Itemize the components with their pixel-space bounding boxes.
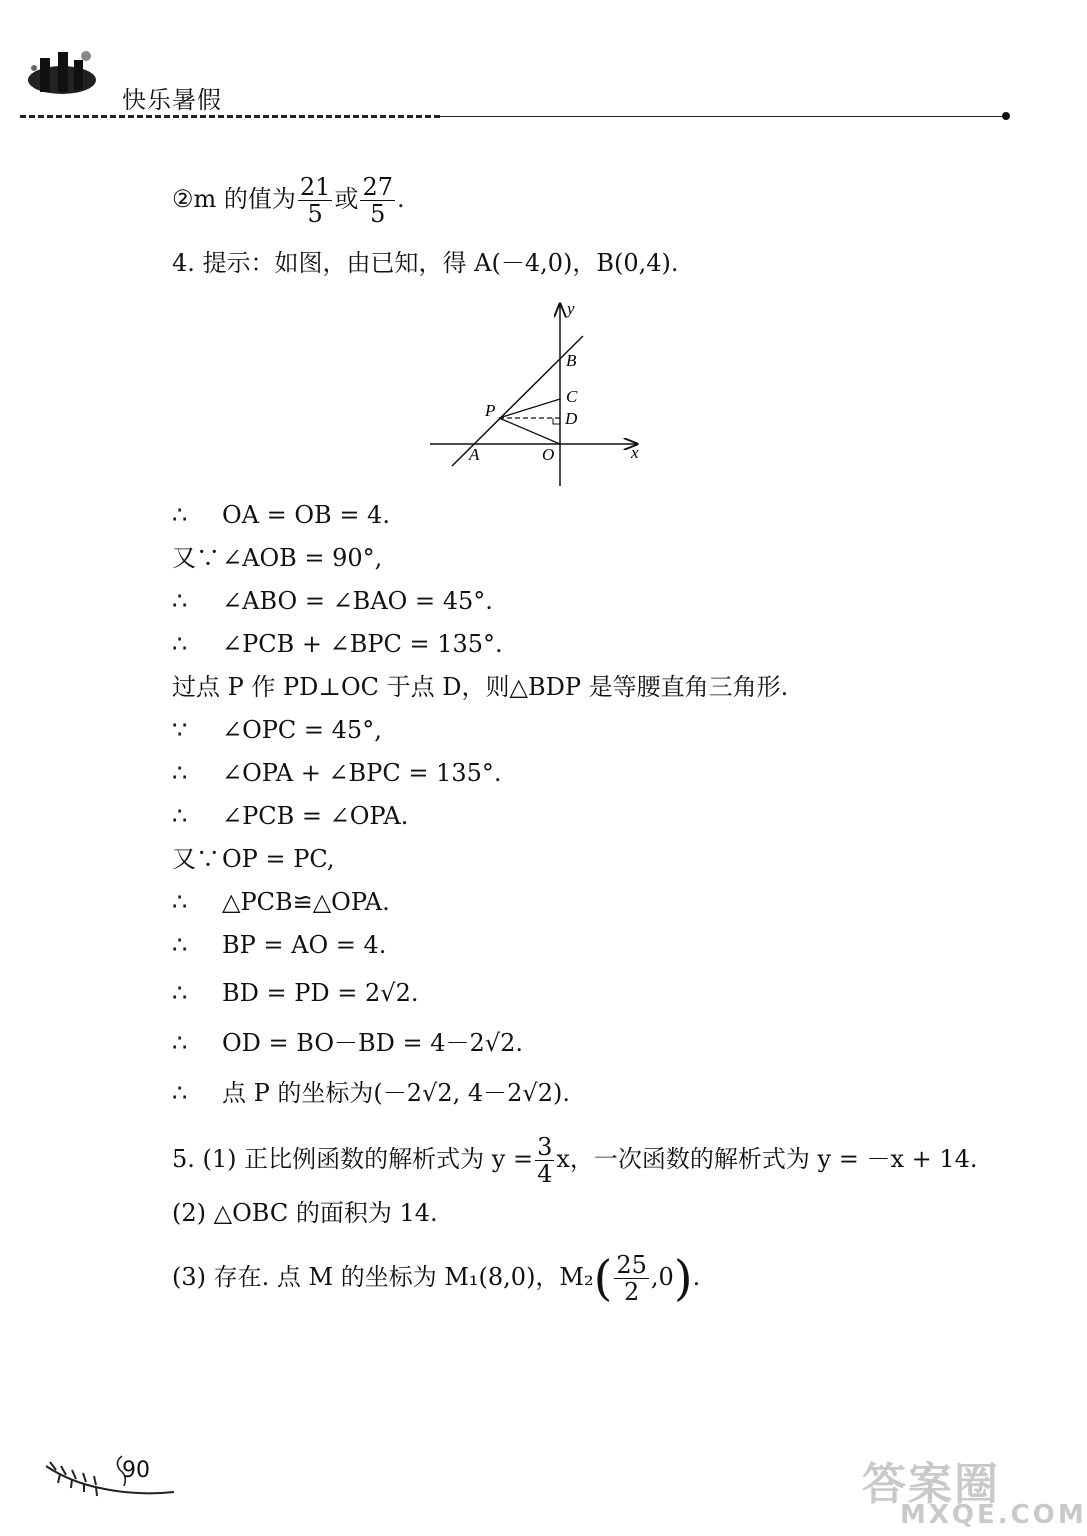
therefore-symbol: ∴: [172, 888, 188, 916]
label-o: O: [542, 445, 555, 464]
label-a: A: [469, 445, 480, 464]
proof-line: [172, 543, 382, 573]
page-number: 90: [122, 1458, 150, 1483]
fraction-numerator: 21: [299, 173, 331, 201]
proof-line: [172, 500, 390, 530]
therefore-symbol: ∴: [172, 979, 188, 1007]
segment-po: [499, 418, 560, 444]
fraction-denominator: 4: [537, 1160, 553, 1188]
proof-text: ∠ABO = ∠BAO = 45°.: [222, 587, 493, 615]
proof-line: 过点 P 作 PD⊥OC 于点 D，则△BDP 是等腰直角三角形.: [172, 673, 789, 701]
header-divider-dot: [1002, 112, 1010, 120]
proof-line: [172, 844, 334, 874]
fraction-numerator: 3: [537, 1133, 553, 1161]
answer-line-m-values: [172, 174, 405, 227]
proof-line: [172, 629, 503, 659]
fraction-numerator: 27: [362, 173, 393, 201]
fraction-25-2: [614, 1252, 649, 1305]
label-d: D: [565, 409, 578, 428]
proof-line: [172, 758, 502, 788]
proof-text: ∠OPA + ∠BPC = 135°.: [222, 759, 502, 787]
proof-text: 点 P 的坐标为(－2√2, 4－2√2).: [222, 1079, 570, 1107]
fraction-denominator: 5: [307, 200, 323, 228]
proof-text: BD = PD = 2√2.: [222, 979, 419, 1007]
header-dashed-divider: [20, 115, 440, 118]
therefore-symbol: ∴: [172, 931, 188, 959]
watermark-url: MXQE.COM: [900, 1500, 1087, 1530]
therefore-symbol: ∴: [172, 802, 188, 830]
proof-line: [172, 930, 386, 960]
proof-text: ∠AOB = 90°,: [222, 544, 383, 572]
right-angle-mark: [553, 418, 560, 424]
answer-line-5-2: (2) △OBC 的面积为 14.: [172, 1199, 438, 1227]
answer-line-5-1: [172, 1134, 978, 1187]
therefore-symbol: ∴: [172, 587, 188, 615]
proof-line: [172, 1078, 570, 1108]
because-symbol: 又∵: [172, 845, 220, 873]
because-symbol: 又∵: [172, 544, 220, 572]
footer-vine-ornament: [40, 1448, 180, 1504]
because-symbol: ∵: [172, 716, 188, 744]
text-segment: 5. (1) 正比例函数的解析式为 y =: [172, 1145, 534, 1173]
proof-text: ∠OPC = 45°,: [222, 716, 382, 744]
label-b: B: [566, 351, 577, 370]
left-paren: (: [593, 1250, 613, 1307]
proof-text: BP = AO = 4.: [222, 931, 387, 959]
therefore-symbol: ∴: [172, 759, 188, 787]
label-y: y: [567, 299, 575, 318]
text-segment: ,0: [650, 1263, 674, 1291]
text-segment: (3) 存在. 点 M 的坐标为 M₁(8,0)，M₂: [172, 1263, 594, 1291]
therefore-symbol: ∴: [172, 1079, 188, 1107]
proof-line: [172, 715, 382, 745]
fraction-21-5: [298, 174, 333, 227]
header-logo: [22, 44, 102, 104]
proof-line: [172, 801, 408, 831]
proof-line: [172, 978, 418, 1008]
answer-line-5-3: [172, 1252, 700, 1305]
therefore-symbol: ∴: [172, 1029, 188, 1057]
fraction-3-4: [535, 1134, 554, 1187]
fraction-denominator: 2: [624, 1278, 640, 1306]
proof-text: OA = OB = 4.: [222, 501, 390, 529]
watermark-text: 答案圈: [862, 1459, 1000, 1510]
segment-pc: [499, 399, 560, 418]
header-title: 快乐暑假: [122, 86, 222, 114]
proof-text: OD = BO－BD = 4－2√2.: [222, 1029, 524, 1057]
therefore-symbol: ∴: [172, 501, 188, 529]
label-p: P: [485, 401, 496, 420]
proof-text: △PCB≌△OPA.: [222, 888, 390, 916]
proof-line: [172, 586, 493, 616]
text-segment: .: [692, 1263, 701, 1291]
answer-line-4-hint: 4. 提示：如图，由已知，得 A(－4,0)，B(0,4).: [172, 249, 679, 277]
coordinate-figure: [425, 298, 650, 497]
proof-text: ∠PCB + ∠BPC = 135°.: [222, 630, 503, 658]
therefore-symbol: ∴: [172, 630, 188, 658]
fraction-27-5: [360, 174, 395, 227]
proof-text: OP = PC,: [222, 845, 335, 873]
fraction-numerator: 25: [616, 1251, 647, 1279]
header-solid-divider: [440, 116, 1005, 117]
label-x: x: [631, 443, 639, 462]
proof-text: ∠PCB = ∠OPA.: [222, 802, 409, 830]
proof-line: [172, 1028, 523, 1058]
proof-line: [172, 887, 390, 917]
text-segment: x，一次函数的解析式为 y = －x + 14.: [556, 1145, 978, 1173]
text-segment: ②m 的值为: [172, 185, 296, 213]
right-paren: ): [673, 1250, 693, 1307]
text-segment: .: [397, 185, 405, 213]
fraction-denominator: 5: [370, 200, 386, 228]
text-segment: 或: [334, 185, 359, 213]
figure-svg: [425, 298, 650, 493]
label-c: C: [566, 387, 578, 406]
